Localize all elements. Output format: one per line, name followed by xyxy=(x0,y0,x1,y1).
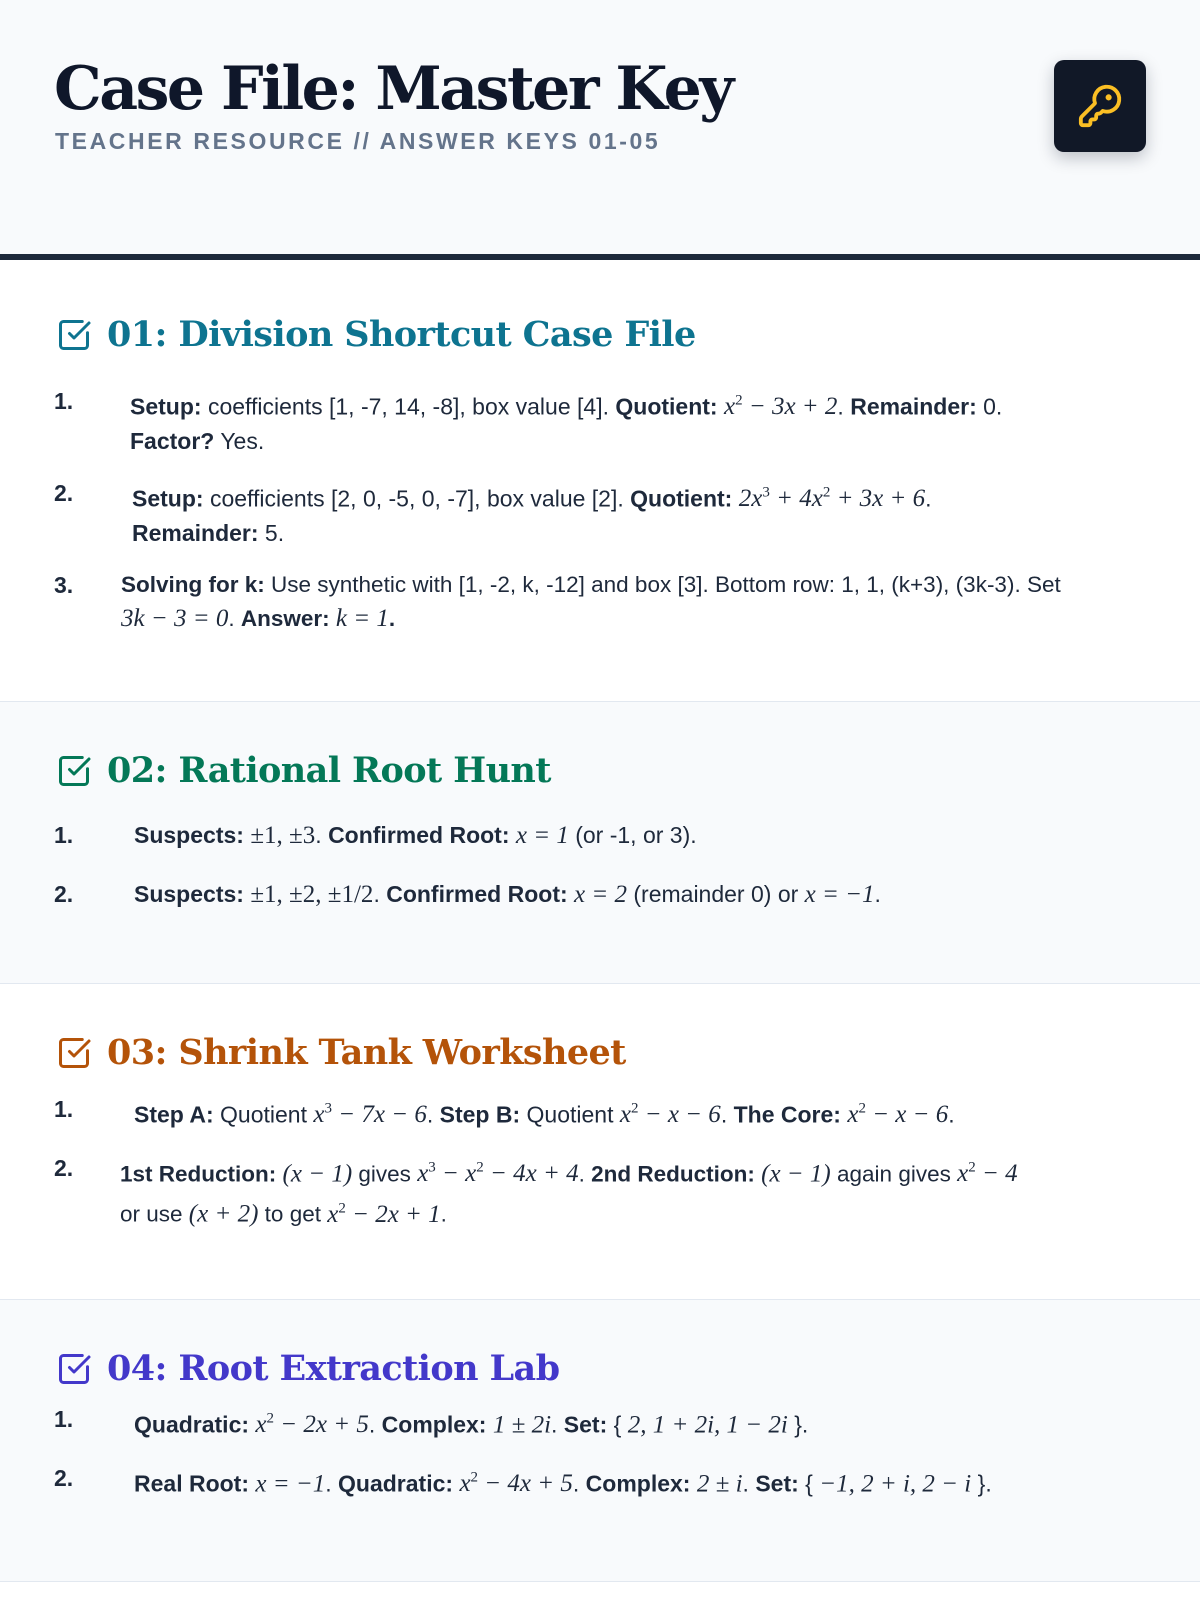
key-badge xyxy=(1054,60,1146,152)
page-subtitle: TEACHER RESOURCE // ANSWER KEYS 01-05 xyxy=(55,128,661,154)
page-title: Case File: Master Key xyxy=(54,54,732,124)
check-square-icon xyxy=(56,1351,92,1387)
item-text: Suspects: ±1, ±3. Confirmed Root: x = 1 (or -1, or 3). xyxy=(134,822,697,849)
check-square-icon xyxy=(56,1035,92,1071)
item-number: 1. xyxy=(54,1096,74,1122)
section-root-extraction xyxy=(0,1300,1200,1582)
answer-item xyxy=(54,476,1164,546)
item-text: 1st Reduction: (x − 1) gives $x^3 - x^2 - 4x + 4$. 2nd Reduction: (x − 1) again gives $x^2 - 4$ or use (x + 2) to get $x^2 - 2x + 1$. xyxy=(120,1160,1018,1228)
item-text: Real Root: x = −1. Quadratic: $x^2 - 4x + 5$. Complex: 2 ± i. Set: { −1, 2 + i, 2 − i }. xyxy=(134,1470,992,1498)
item-text: Setup: coefficients [2, 0, -5, 0, -7], box value [2]. Quotient: $2x^3 + 4x^2 + 3x + 6$. Remainder: 5. xyxy=(132,485,932,547)
item-text: Setup: coefficients [1, -7, 14, -8], box value [4]. Quotient: $x^2 - 3x + 2$. Remainder: 0. Factor? Yes. xyxy=(130,393,1003,455)
section-title: 03: Shrink Tank Worksheet xyxy=(107,1032,626,1073)
answer-item xyxy=(54,1461,1164,1497)
item-number: 1. xyxy=(54,388,74,414)
answer-item xyxy=(54,1092,1164,1128)
section-header xyxy=(56,1348,559,1389)
answer-item xyxy=(54,568,1164,638)
check-square-icon xyxy=(56,317,92,353)
section-shrink-tank xyxy=(0,984,1200,1300)
answer-item xyxy=(54,1402,1164,1438)
section-rational-root-hunt xyxy=(0,702,1200,984)
answer-item xyxy=(54,384,1164,454)
item-number: 2. xyxy=(54,480,74,506)
item-number: 2. xyxy=(54,881,74,907)
item-number: 3. xyxy=(54,572,74,598)
key-icon xyxy=(1077,83,1123,129)
item-number: 2. xyxy=(54,1155,74,1181)
check-square-icon xyxy=(56,753,92,789)
item-text: Quadratic: $x^2 - 2x + 5$. Complex: 1 ± 2i. Set: { 2, 1 + 2i, 1 − 2i }. xyxy=(134,1411,809,1439)
section-header xyxy=(56,1032,626,1073)
answer-item xyxy=(54,877,1164,913)
section-title: 04: Root Extraction Lab xyxy=(107,1348,560,1389)
answer-item xyxy=(54,818,1164,854)
answer-item xyxy=(54,1151,1164,1228)
page-header xyxy=(0,0,1200,260)
section-header xyxy=(56,314,696,355)
item-number: 1. xyxy=(54,822,74,848)
section-title: 02: Rational Root Hunt xyxy=(107,750,551,791)
item-text: Suspects: ±1, ±2, ±1/2. Confirmed Root: x = 2 (remainder 0) or x = −1. xyxy=(134,881,881,908)
item-text: Step A: Quotient $x^3 - 7x - 6$. Step B: Quotient $x^2 - x - 6$. The Core: $x^2 - x - 6$. xyxy=(134,1101,955,1129)
item-number: 2. xyxy=(54,1465,74,1491)
item-text: Solving for k: Use synthetic with [1, -2, k, -12] and box [3]. Bottom row: 1, 1, (k+3), (3k-3). Set 3k − 3 = 0. Answer: k = 1. xyxy=(121,572,1061,632)
item-number: 1. xyxy=(54,1406,74,1432)
section-division-shortcut xyxy=(0,266,1200,702)
section-title: 01: Division Shortcut Case File xyxy=(107,314,696,355)
section-header xyxy=(56,750,551,791)
